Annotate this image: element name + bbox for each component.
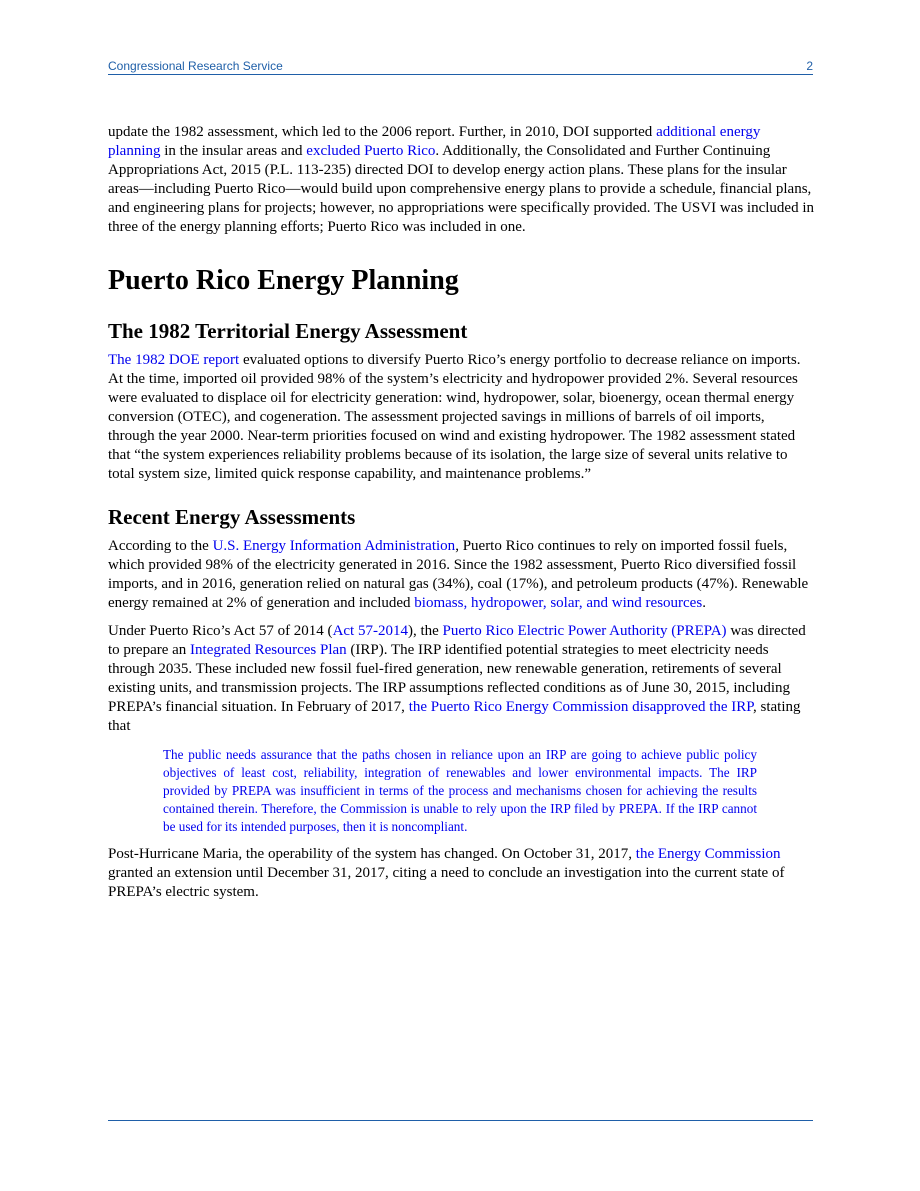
page-header: [108, 58, 813, 75]
link-renewable-resources[interactable]: biomass, hydropower, solar, and wind resources: [414, 595, 703, 611]
footer-rule: [108, 1120, 813, 1121]
text-run: .: [702, 595, 706, 611]
text-run: According to the: [108, 538, 213, 554]
document-body: [108, 123, 814, 902]
text-run: . Additionally, the Consolidated and Further Continuing Appropriations Act, 2015 (P.L. 113-235) directed DOI to develop energy action plans. These plans for the insular areas—including Puerto Rico—would build upon comprehensive energy plans to provide a schedule, financial plans, and engineering plans for projects; however, no appropriations were specifically provided. The USVI was included in three of the energy planning efforts; Puerto Rico was included in one.: [108, 143, 814, 235]
intro-paragraph: [108, 123, 814, 237]
text-run: in the insular areas and: [160, 143, 307, 159]
recent-paragraph-2: [108, 622, 814, 736]
link-act-57-2014[interactable]: Act 57-2014: [332, 623, 408, 639]
subsection-heading-recent: Recent Energy Assessments: [108, 505, 356, 529]
link-energy-commission-disapproved[interactable]: the Puerto Rico Energy Commission disapproved the IRP: [408, 699, 753, 715]
link-prepa[interactable]: Puerto Rico Electric Power Authority (PREPA): [442, 623, 727, 639]
section-title: Puerto Rico Energy Planning: [108, 265, 459, 296]
text-run: ), the: [407, 623, 443, 639]
link-integrated-resources-plan[interactable]: Integrated Resources Plan: [190, 642, 347, 658]
link-additional-energy-planning[interactable]: additional energy planning: [108, 124, 761, 159]
text-run: Post-Hurricane Maria, the operability of the system has changed. On October 31, 2017,: [108, 846, 636, 862]
link-excluded-puerto-rico[interactable]: excluded Puerto Rico: [306, 143, 436, 159]
link-energy-commission[interactable]: the Energy Commission: [635, 846, 781, 862]
header-page-number: 2: [806, 59, 813, 73]
link-eia[interactable]: U.S. Energy Information Administration: [212, 538, 456, 554]
subsection-heading-1982: The 1982 Territorial Energy Assessment: [108, 319, 468, 343]
assessment-1982-paragraph: [108, 351, 814, 484]
text-run: granted an extension until December 31, 2017, citing a need to conclude an investigation into the current state of PREPA’s electric system.: [108, 865, 785, 900]
header-org-name: Congressional Research Service: [108, 59, 283, 73]
text-run: , Puerto Rico continues to rely on imported fossil fuels, which provided 98% of the electricity generated in 2016. Since the 1982 assessment, Puerto Rico diversified fossil imports, and in 2016, generation relied on natural gas (34%), coal (17%), and petroleum products (47%). Renewable energy remained at 2% of generation and included: [108, 538, 809, 611]
link-1982-doe-report[interactable]: The 1982 DOE report: [108, 352, 240, 368]
text-run: Under Puerto Rico’s Act 57 of 2014 (: [108, 623, 333, 639]
recent-paragraph-1: [108, 537, 814, 613]
recent-paragraph-3: [108, 845, 814, 902]
text-run: evaluated options to diversify Puerto Rico’s energy portfolio to decrease reliance on imports. At the time, imported oil provided 98% of the system’s electricity and hydropower provided 2%. Several resources were evaluated to displace oil for electricity generation: wind, hydropower, solar, bioenergy, ocean thermal energy conversion (OTEC), and cogeneration. The assessment projected savings in millions of barrels of oil imports, through the year 2000. Near-term priorities focused on wind and existing hydropower. The 1982 assessment stated that “the system experiences reliability problems because of its isolation, the large size of several units relative to total system size, limited quick response capability, and maintenance problems.”: [108, 352, 801, 482]
block-quote: The public needs assurance that the paths chosen in reliance upon an IRP are going to achieve public policy objectives of least cost, reliability, integration of renewables and lower environmental impacts. The IRP provided by PREPA was insufficient in terms of the process and mechanisms chosen for achieving the results contained therein. Therefore, the Commission is unable to rely upon the IRP filed by PREPA. If the IRP cannot be used for its intended purposes, then it is noncompliant.: [163, 747, 757, 834]
text-run: (IRP). The IRP identified potential strategies to meet electricity needs through 2035. These included new fossil fuel-fired generation, new renewable generation, retirements of several existing units, and transmission projects. The IRP assumptions reflected conditions as of June 30, 2015, including PREPA’s financial situation. In February of 2017,: [108, 642, 791, 715]
text-run: was directed to prepare an: [108, 623, 806, 658]
text-run: update the 1982 assessment, which led to the 2006 report. Further, in 2010, DOI supported: [108, 124, 657, 140]
text-run: , stating that: [108, 699, 801, 734]
